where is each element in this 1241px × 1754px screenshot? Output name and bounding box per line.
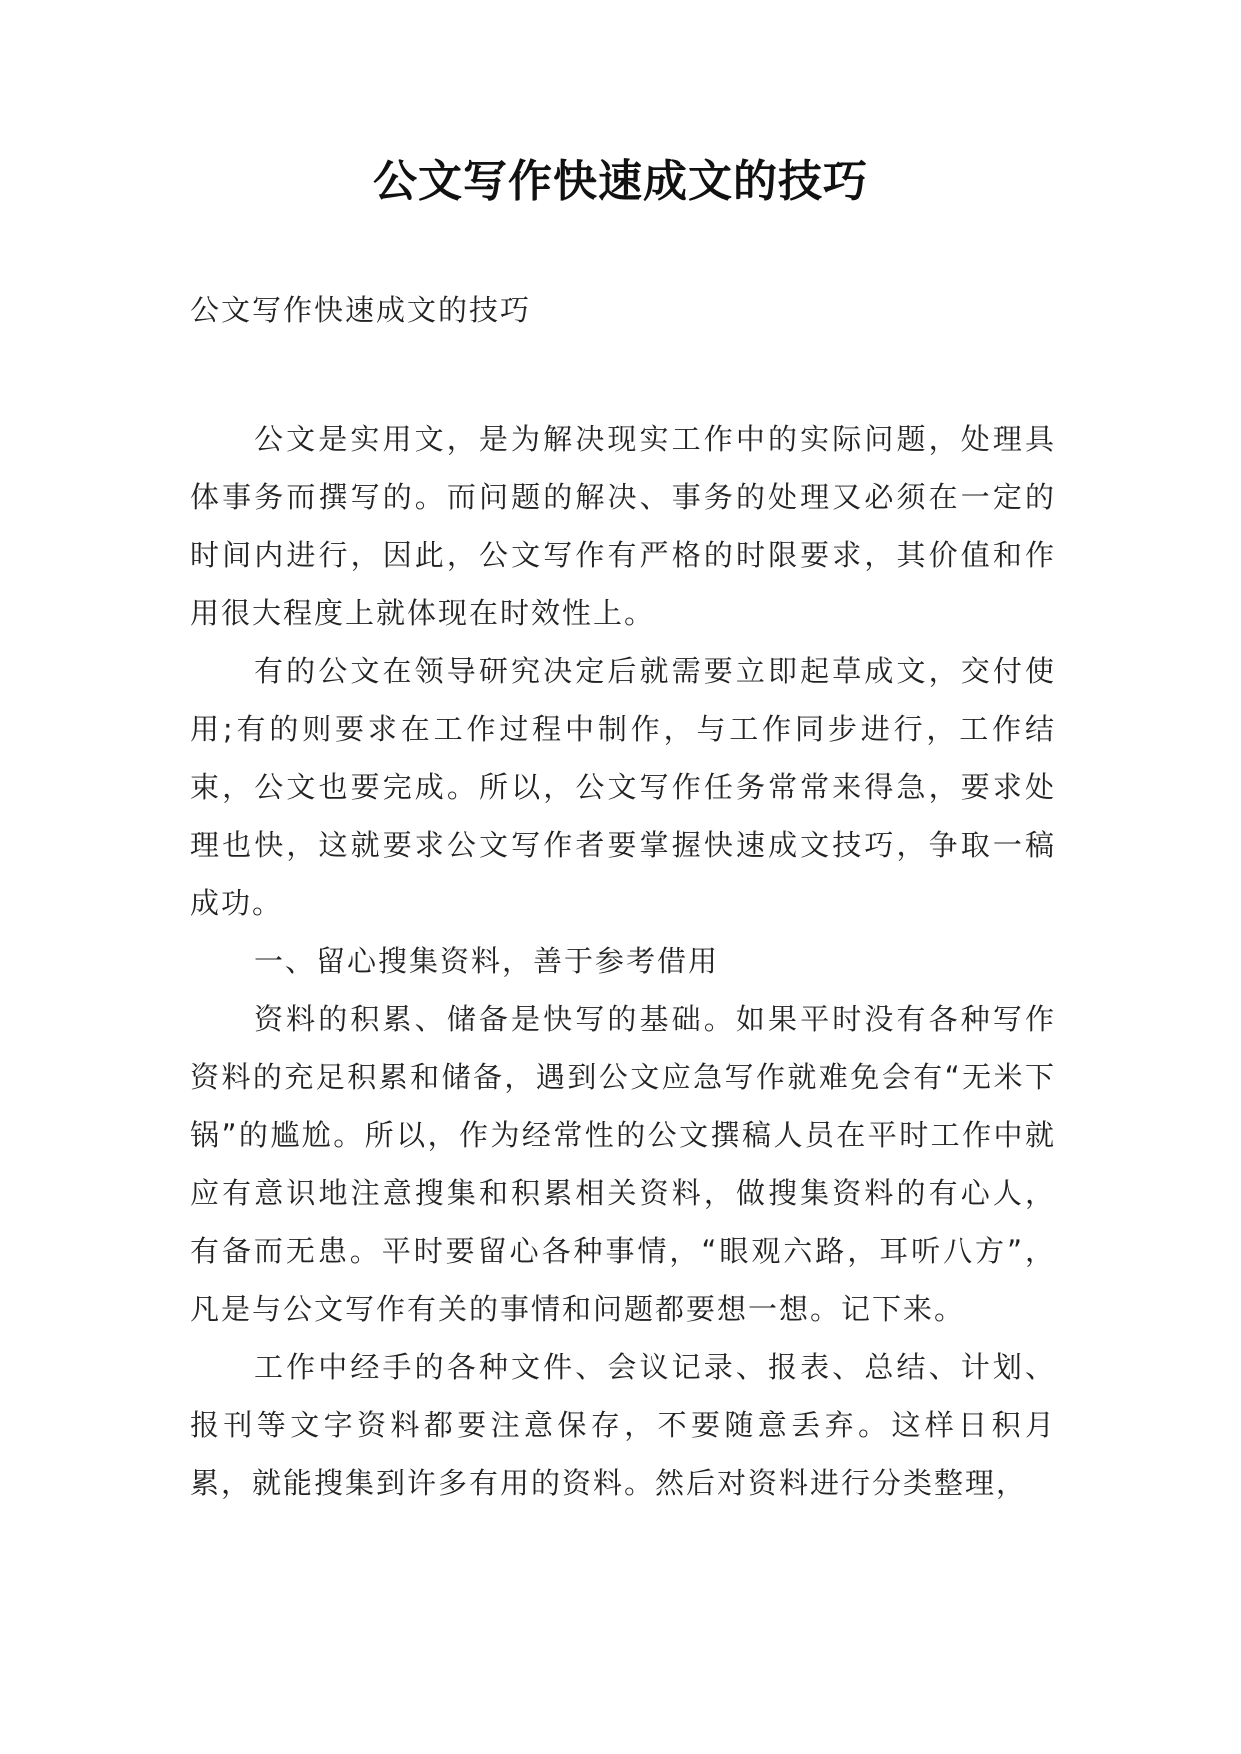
paragraph: 公文是实用文，是为解决现实工作中的实际问题，处理具体事务而撰写的。而问题的解决、事务的处理又必须在一定的时间内进行，因此，公文写作有严格的时限要求，其价值和作用很大程度上就体现在时效性上。 xyxy=(190,422,1056,630)
document-title: 公文写作快速成文的技巧 xyxy=(373,156,868,207)
document-body xyxy=(190,410,1056,1512)
section-heading: 一、留心搜集资料，善于参考借用 xyxy=(254,944,720,978)
paragraph: 资料的积累、储备是快写的基础。如果平时没有各种写作资料的充足积累和储备，遇到公文应急写作就难免会有“无米下锅”的尴尬。所以，作为经常性的公文撰稿人员在平时工作中就应有意识地注意搜集和积累相关资料，做搜集资料的有心人，有备而无患。平时要留心各种事情，“眼观六路，耳听八方”，凡是与公文写作有关的事情和问题都要想一想。记下来。 xyxy=(190,1002,1056,1326)
paragraph: 有的公文在领导研究决定后就需要立即起草成文，交付使用;有的则要求在工作过程中制作，与工作同步进行，工作结束，公文也要完成。所以，公文写作任务常常来得急，要求处理也快，这就要求公文写作者要掌握快速成文技巧，争取一稿成功。 xyxy=(190,654,1056,920)
document-subtitle: 公文写作快速成文的技巧 xyxy=(190,293,532,327)
paragraph: 工作中经手的各种文件、会议记录、报表、总结、计划、报刊等文字资料都要注意保存，不要随意丢弃。这样日积月累，就能搜集到许多有用的资料。然后对资料进行分类整理， xyxy=(190,1350,1056,1500)
